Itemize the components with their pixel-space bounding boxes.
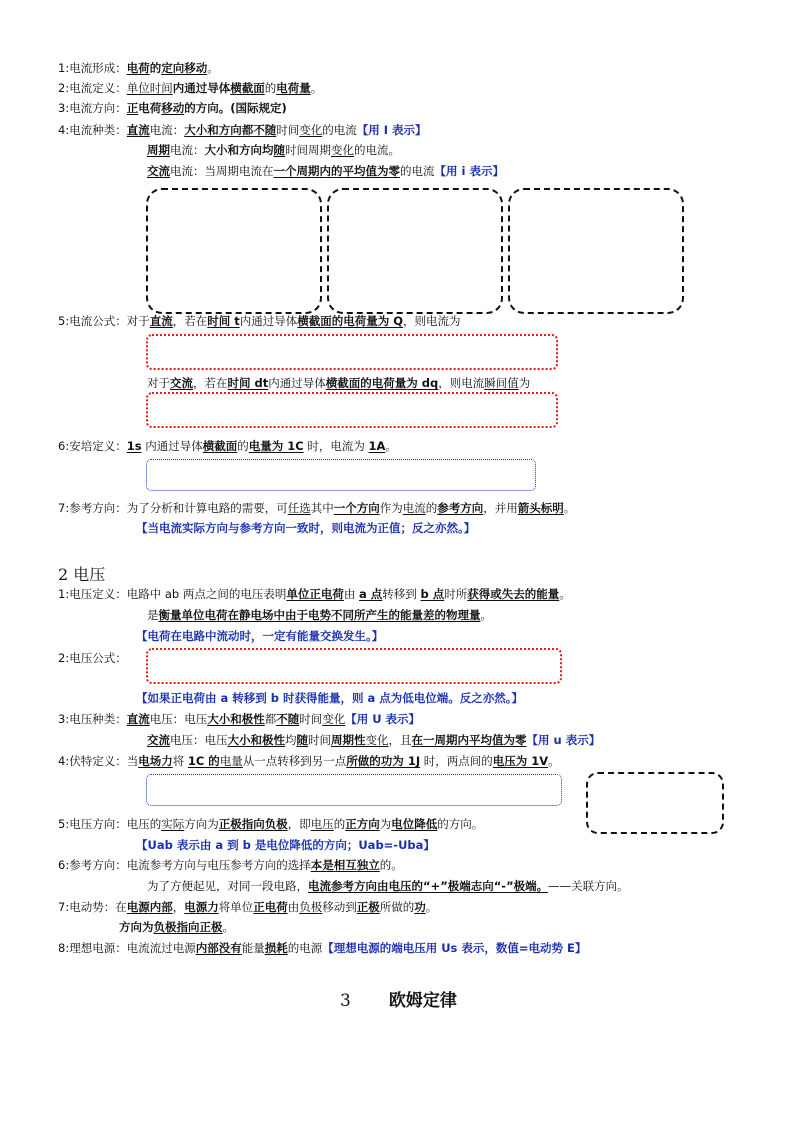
- current-line-7b: 【当电流实际方向与参考方向一致时，则电流为正值；反之亦然。】: [136, 521, 476, 535]
- voltage-line-1c: 【电荷在电路中流动时，一定有能量交换发生。】: [136, 629, 384, 643]
- ohm-heading-title: 欧姆定律: [388, 991, 457, 1011]
- ohm-heading: [340, 986, 457, 1011]
- current-line-1: 1:电流形成：电荷的定向移动。: [58, 61, 219, 75]
- voltage-line-1: 1:电压定义：电路中 ab 两点之间的电压表明单位正电荷由 a 点转移到 b 点时所获得或失去的能量。: [58, 587, 571, 601]
- waveform-box-periodic: [327, 188, 503, 314]
- ohm-heading-number: 3: [340, 991, 351, 1011]
- current-line-5: 5:电流公式：对于直流，若在时间 t内通过导体横截面的电荷量为 Q，则电流为: [58, 314, 461, 328]
- voltage-line-8: 8:理想电源：电流流过电源内部没有能量损耗的电源【理想电源的端电压用 Us 表示，数值=电动势 E】: [58, 941, 587, 955]
- voltage-line-2: 2:电压公式：: [58, 651, 127, 665]
- voltage-line-2b: 【如果正电荷由 a 转移到 b 时获得能量，则 a 点为低电位端。反之亦然。】: [136, 691, 524, 705]
- voltage-line-3: 3:电压种类：直流电压：电压大小和极性都不随时间变化【用 U 表示】: [58, 712, 421, 726]
- volt-formula-box: [146, 774, 562, 806]
- voltage-heading: 2 电压: [58, 565, 106, 584]
- formula-box-ac: [146, 392, 558, 428]
- current-line-4: 4:电流种类：直流电流：大小和方向都不随时间变化的电流【用 I 表示】: [58, 123, 427, 137]
- voltage-line-7: 7:电动势：在电源内部，电源力将单位正电荷由负极移动到正极所做的功。: [58, 900, 438, 914]
- voltage-line-5: 5:电压方向：电压的实际方向为正极指向负极，即电压的正方向为电位降低的方向。: [58, 817, 484, 831]
- voltage-line-6b: 为了方便起见，对同一段电路，电流参考方向由电压的“+”极端志向“-”极端。——关联方向。: [147, 879, 629, 893]
- current-line-5b: 对于交流，若在时间 dt内通过导体横截面的电荷量为 dq，则电流瞬间值为: [147, 376, 531, 390]
- voltage-line-3b: 交流电压：电压大小和极性均随时间周期性变化，且在一周期内平均值为零【用 u 表示】: [147, 733, 601, 747]
- formula-box-dc: [146, 334, 558, 370]
- voltage-formula-box: [146, 648, 562, 684]
- voltage-line-5b: 【Uab 表示由 a 到 b 是电位降低的方向；Uab=-Uba】: [136, 838, 435, 852]
- current-line-4b: 周期电流：大小和方向均随时间周期变化的电流。: [147, 143, 400, 157]
- volt-side-box: [586, 772, 724, 834]
- voltage-line-1b: 是衡量单位电荷在静电场中由于电势不同所产生的能量差的物理量。: [147, 608, 492, 622]
- current-line-3: 3:电流方向：正电荷移动的方向。(国际规定): [58, 101, 287, 115]
- current-line-2: 2:电流定义：单位时间内通过导体横截面的电荷量。: [58, 81, 323, 95]
- current-line-6: 6:安培定义：1s 内通过导体横截面的电量为 1C 时，电流为 1A。: [58, 439, 397, 453]
- waveform-box-ac: [508, 188, 684, 314]
- voltage-line-4: 4:伏特定义：当电场力将 1C 的电量从一点转移到另一点所做的功为 1J 时，两点间的电压为 1V。: [58, 754, 560, 768]
- current-line-4c: 交流电流：当周期电流在一个周期内的平均值为零的电流【用 i 表示】: [147, 164, 504, 178]
- voltage-line-7b: 方向为负极指向正极。: [119, 920, 234, 934]
- waveform-box-dc: [146, 188, 322, 314]
- current-line-7: 7:参考方向：为了分析和计算电路的需要，可任选其中一个方向作为电流的参考方向，并用箭头标明。: [58, 501, 576, 515]
- voltage-line-6: 6:参考方向：电流参考方向与电压参考方向的选择本是相互独立的。: [58, 858, 403, 872]
- ampere-formula-box: [146, 459, 536, 491]
